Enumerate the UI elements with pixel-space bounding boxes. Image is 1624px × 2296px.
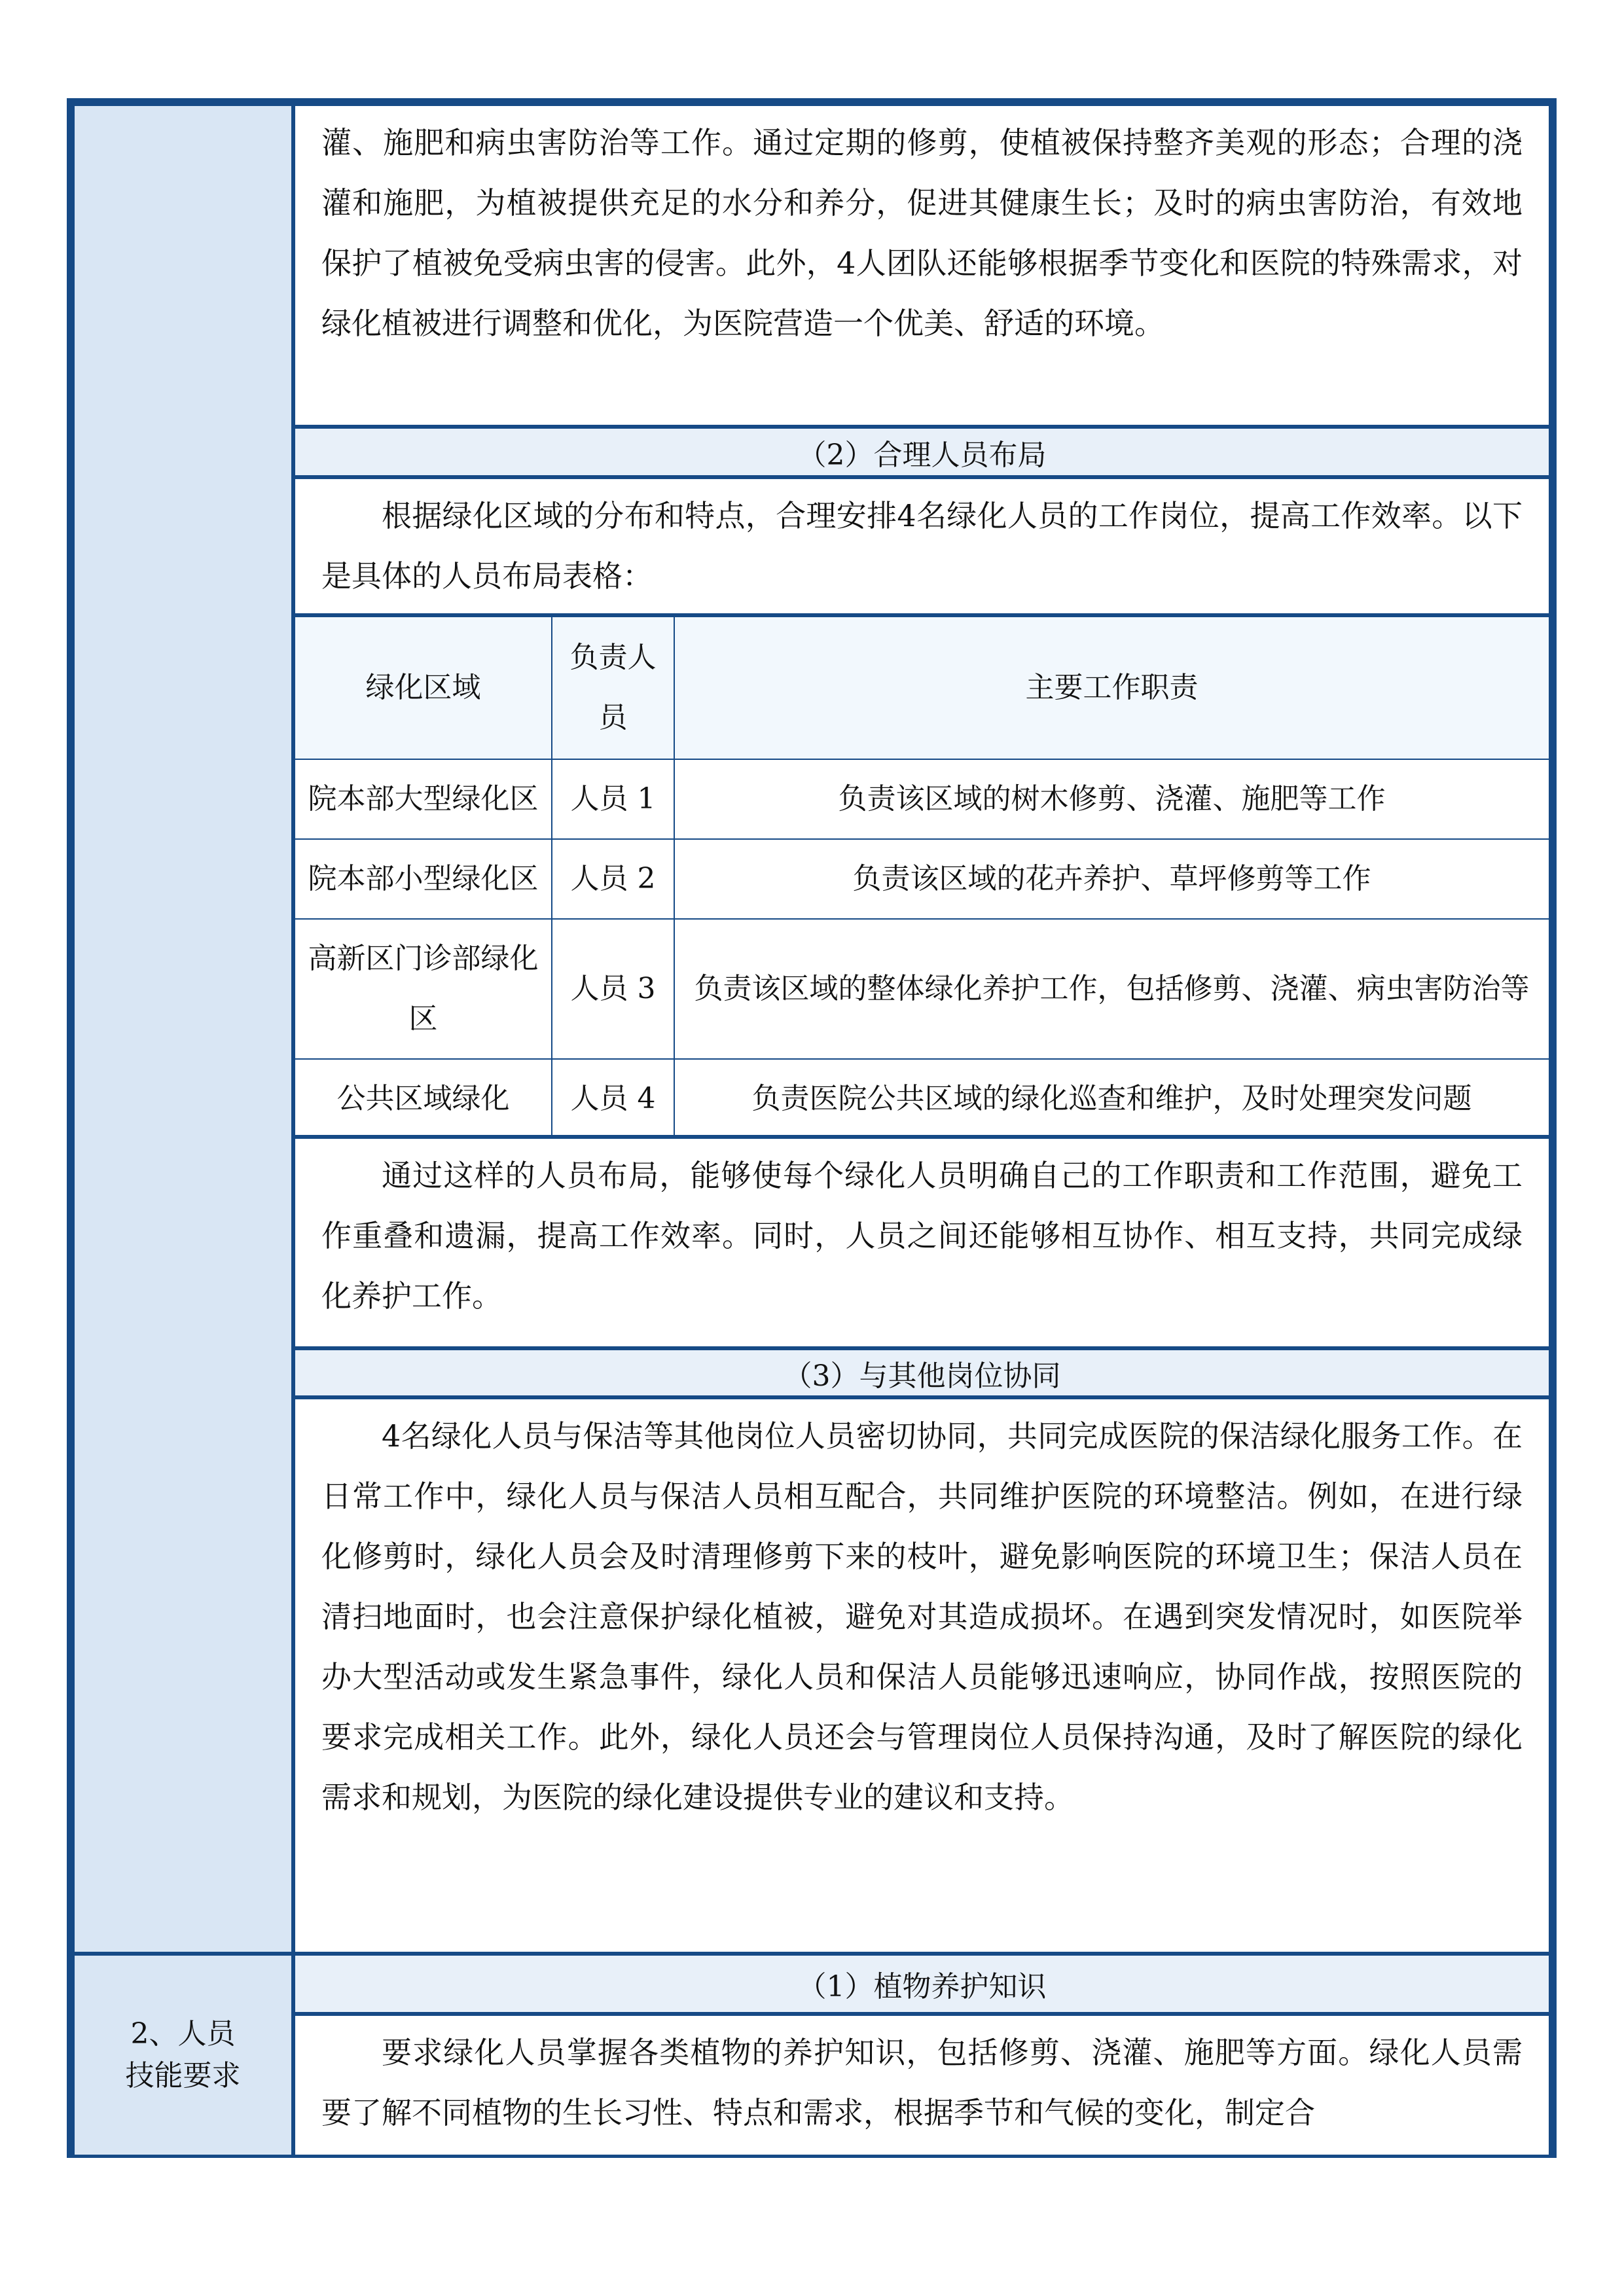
skill-subsection-1-heading-row xyxy=(295,1956,1549,2012)
table-row xyxy=(295,919,1549,1059)
skill-subsection-1-heading: （1）植物养护知识 xyxy=(797,1970,1047,2003)
cell-staff: 人员 3 xyxy=(552,919,674,1059)
cell-duties: 负责该区域的花卉养护、草坪修剪等工作 xyxy=(674,839,1549,919)
subsection-3-heading: （3）与其他岗位协同 xyxy=(783,1359,1061,1393)
cell-staff: 人员 2 xyxy=(552,839,674,919)
cell-area: 公共区域绿化 xyxy=(295,1059,552,1138)
continued-paragraph: 灌、施肥和病虫害防治等工作。通过定期的修剪，使植被保持整齐美观的形态；合理的浇灌和施肥，为植被提供充足的水分和养分，促进其健康生长；及时的病虫害防治，有效地保护了植被免受病虫害的侵害。此外，4人团队还能够根据季节变化和医院的特殊需求，对绿化植被进行调整和优化，为医院营造一个优美、舒适的环境。 xyxy=(321,125,1523,341)
table-row xyxy=(295,1059,1549,1138)
staff-layout-table xyxy=(295,617,1549,1138)
cell-area: 院本部小型绿化区 xyxy=(295,839,552,919)
table-row xyxy=(295,759,1549,839)
subsection-2-conclusion: 通过这样的人员布局，能够使每个绿化人员明确自己的工作职责和工作范围，避免工作重叠和遗漏，提高工作效率。同时，人员之间还能够相互协作、相互支持，共同完成绿化养护工作。 xyxy=(321,1158,1523,1314)
cell-area: 高新区门诊部绿化区 xyxy=(295,919,552,1059)
cell-staff: 人员 1 xyxy=(552,759,674,839)
skill-subsection-1-body: 要求绿化人员掌握各类植物的养护知识，包括修剪、浇灌、施肥等方面。绿化人员需要了解不同植物的生长习性、特点和需求，根据季节和气候的变化，制定合 xyxy=(321,2035,1523,2130)
section-1-label-cell xyxy=(75,106,291,1952)
subsection-3-heading-row xyxy=(295,1350,1549,1395)
document-table xyxy=(67,98,1557,2158)
subsection-3-body: 4名绿化人员与保洁等其他岗位人员密切协同，共同完成医院的保洁绿化服务工作。在日常工作中，绿化人员与保洁人员相互配合，共同维护医院的环境整洁。例如，在进行绿化修剪时，绿化人员会及时清理修剪下来的枝叶，避免影响医院的环境卫生；保洁人员在清扫地面时，也会注意保护绿化植被，避免对其造成损坏。在遇到突发情况时，如医院举办大型活动或发生紧急事件，绿化人员和保洁人员能够迅速响应，协同作战，按照医院的要求完成相关工作。此外，绿化人员还会与管理岗位人员保持沟通，及时了解医院的绿化需求和规划，为医院的绿化建设提供专业的建议和支持。 xyxy=(321,1418,1523,1815)
cell-area: 院本部大型绿化区 xyxy=(295,759,552,839)
subsection-2-intro: 根据绿化区域的分布和特点，合理安排4名绿化人员的工作岗位，提高工作效率。以下是具体的人员布局表格： xyxy=(321,498,1523,594)
header-duties: 主要工作职责 xyxy=(674,617,1549,759)
header-area: 绿化区域 xyxy=(295,617,552,759)
cell-duties: 负责该区域的整体绿化养护工作，包括修剪、浇灌、病虫害防治等 xyxy=(674,919,1549,1059)
section-2-content xyxy=(295,1956,1549,2155)
section-2-label-cell xyxy=(75,1956,291,2155)
cell-staff: 人员 4 xyxy=(552,1059,674,1138)
subsection-2-conclusion-row xyxy=(295,1139,1549,1346)
section-2-label: 2、人员技能要求 xyxy=(125,2017,241,2092)
header-staff: 负责人员 xyxy=(552,617,674,759)
section-1-content xyxy=(295,106,1549,1952)
subsection-2-heading-row xyxy=(295,429,1549,475)
subsection-3-body-row xyxy=(295,1399,1549,1952)
table-row xyxy=(295,839,1549,919)
subsection-2-intro-row xyxy=(295,479,1549,613)
continued-paragraph-row xyxy=(295,106,1549,425)
cell-duties: 负责该区域的树木修剪、浇灌、施肥等工作 xyxy=(674,759,1549,839)
subsection-2-heading: （2）合理人员布局 xyxy=(797,438,1047,472)
staff-layout-table-row xyxy=(295,617,1549,1135)
skill-subsection-1-body-row xyxy=(295,2016,1549,2155)
cell-duties: 负责医院公共区域的绿化巡查和维护，及时处理突发问题 xyxy=(674,1059,1549,1138)
table-header-row xyxy=(295,617,1549,759)
